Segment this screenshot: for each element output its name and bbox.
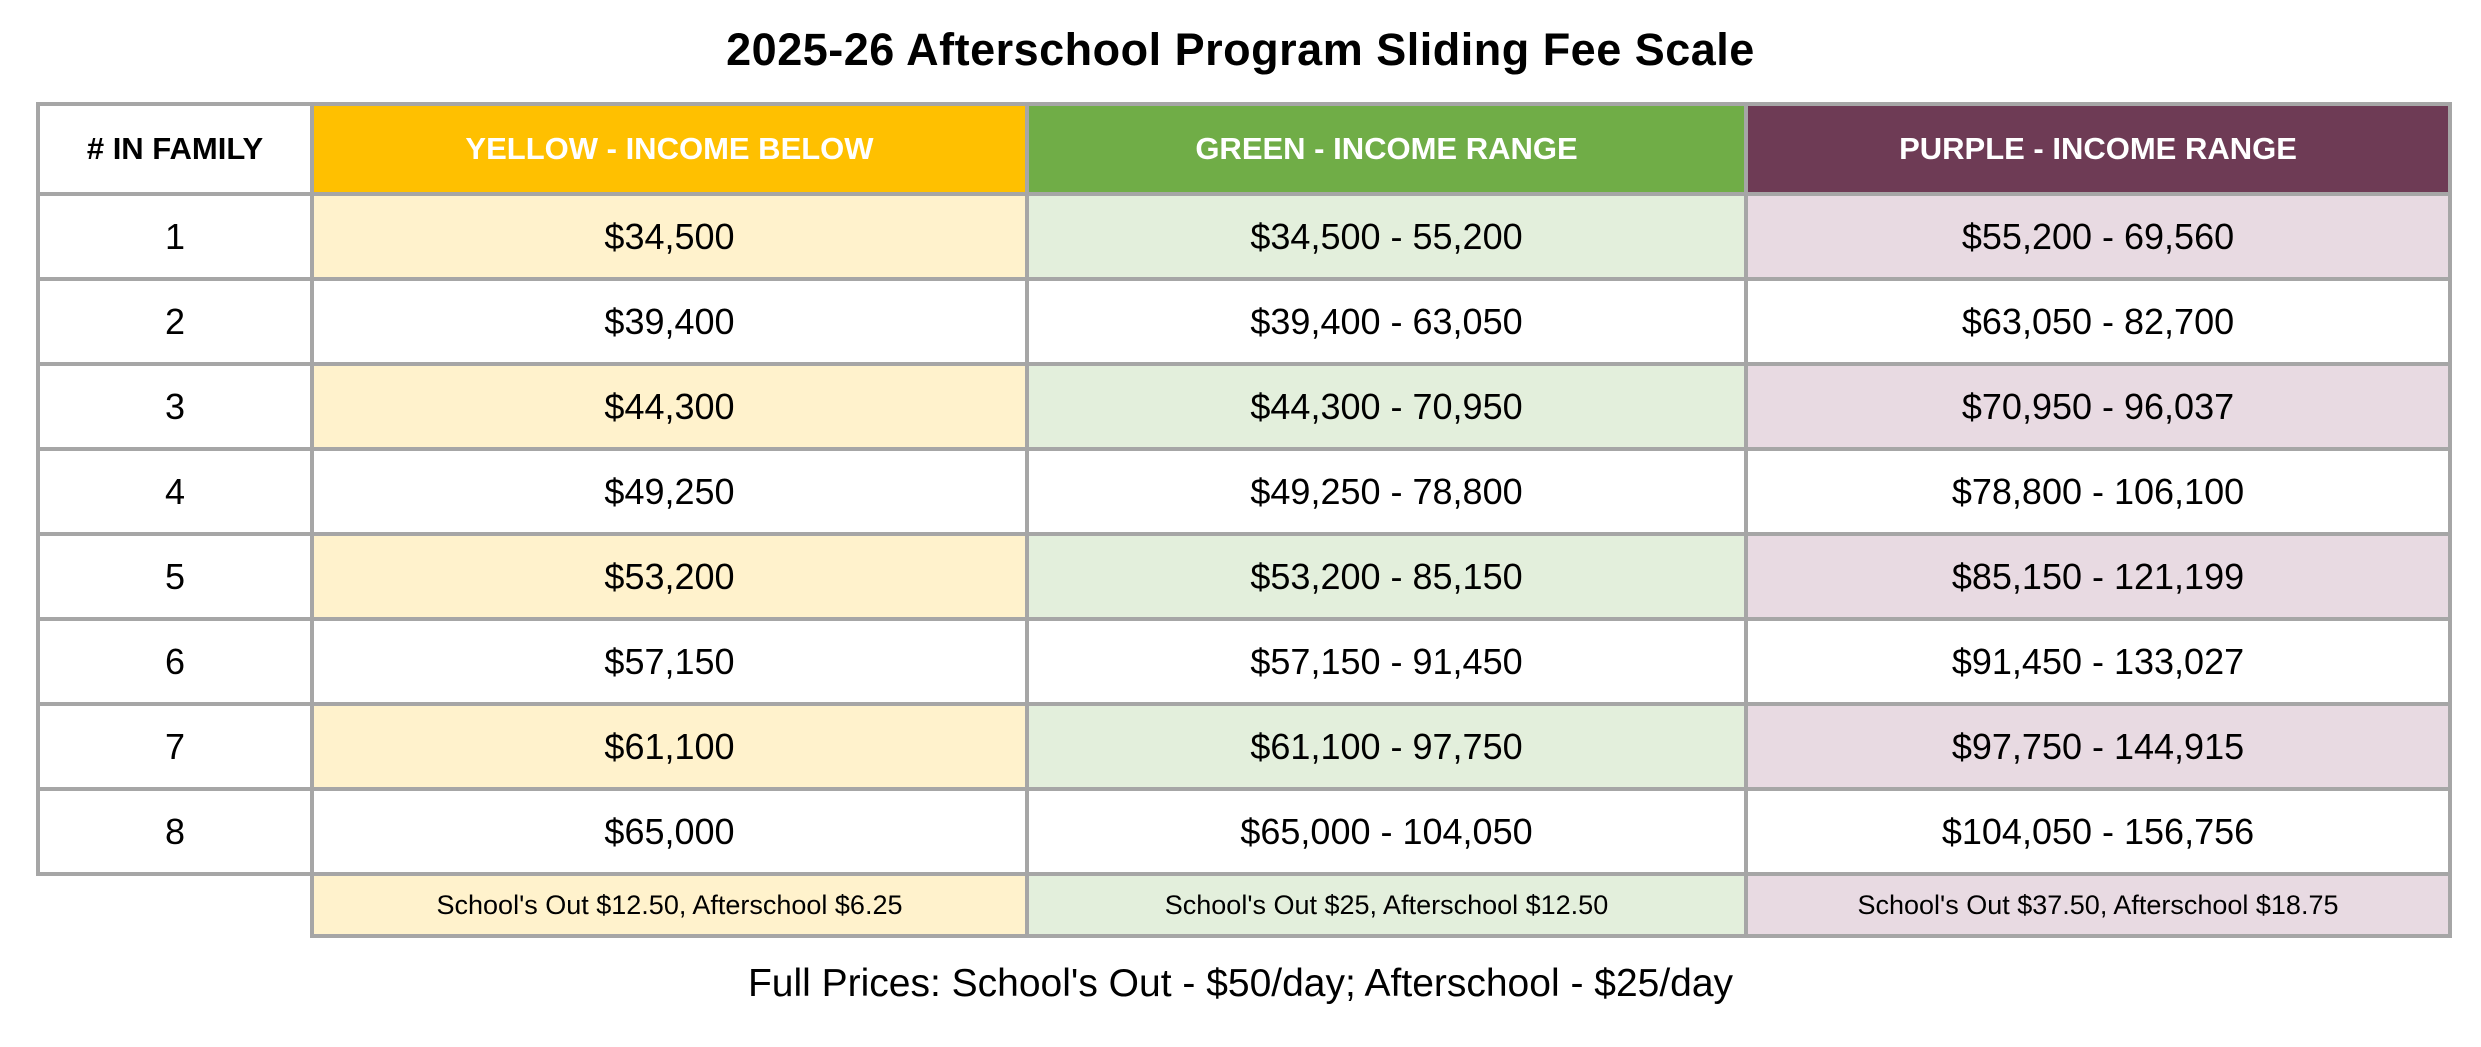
purple-income-cell: $97,750 - 144,915 — [1746, 704, 2450, 789]
yellow-income-cell: $61,100 — [312, 704, 1027, 789]
yellow-income-cell: $65,000 — [312, 789, 1027, 874]
green-income-cell: $65,000 - 104,050 — [1027, 789, 1746, 874]
header-family-size: # IN FAMILY — [38, 104, 312, 194]
empty-cell — [38, 874, 312, 936]
header-green-income-range: GREEN - INCOME RANGE — [1027, 104, 1746, 194]
yellow-income-cell: $39,400 — [312, 279, 1027, 364]
family-size-cell: 5 — [38, 534, 312, 619]
green-daily-rates-cell: School's Out $25, Afterschool $12.50 — [1027, 874, 1746, 936]
green-income-cell: $34,500 - 55,200 — [1027, 194, 1746, 279]
purple-daily-rates-cell: School's Out $37.50, Afterschool $18.75 — [1746, 874, 2450, 936]
purple-income-cell: $91,450 - 133,027 — [1746, 619, 2450, 704]
green-income-cell: $49,250 - 78,800 — [1027, 449, 1746, 534]
table-row — [38, 364, 2450, 449]
family-size-cell: 2 — [38, 279, 312, 364]
full-prices-caption: Full Prices: School's Out - $50/day; Afterschool - $25/day — [747, 962, 1734, 1005]
table-row — [38, 194, 2450, 279]
page-title: 2025-26 Afterschool Program Sliding Fee Scale — [726, 24, 1755, 75]
green-income-cell: $61,100 - 97,750 — [1027, 704, 1746, 789]
green-income-cell: $39,400 - 63,050 — [1027, 279, 1746, 364]
header-purple-income-range: PURPLE - INCOME RANGE — [1746, 104, 2450, 194]
green-income-cell: $44,300 - 70,950 — [1027, 364, 1746, 449]
table-row — [38, 619, 2450, 704]
yellow-daily-rates-cell: School's Out $12.50, Afterschool $6.25 — [312, 874, 1027, 936]
yellow-income-cell: $53,200 — [312, 534, 1027, 619]
purple-income-cell: $78,800 - 106,100 — [1746, 449, 2450, 534]
table-row — [38, 704, 2450, 789]
table-row — [38, 279, 2450, 364]
green-income-cell: $57,150 - 91,450 — [1027, 619, 1746, 704]
purple-income-cell: $55,200 - 69,560 — [1746, 194, 2450, 279]
family-size-cell: 4 — [38, 449, 312, 534]
family-size-cell: 8 — [38, 789, 312, 874]
purple-income-cell: $70,950 - 96,037 — [1746, 364, 2450, 449]
header-yellow-income-below: YELLOW - INCOME BELOW — [312, 104, 1027, 194]
family-size-cell: 7 — [38, 704, 312, 789]
table-row — [38, 449, 2450, 534]
family-size-cell: 6 — [38, 619, 312, 704]
daily-rates-row — [38, 874, 2450, 936]
table-header-row — [38, 104, 2450, 194]
family-size-cell: 1 — [38, 194, 312, 279]
yellow-income-cell: $57,150 — [312, 619, 1027, 704]
purple-income-cell: $85,150 - 121,199 — [1746, 534, 2450, 619]
fee-scale-table — [36, 102, 2452, 938]
purple-income-cell: $63,050 - 82,700 — [1746, 279, 2450, 364]
green-income-cell: $53,200 - 85,150 — [1027, 534, 1746, 619]
yellow-income-cell: $49,250 — [312, 449, 1027, 534]
yellow-income-cell: $34,500 — [312, 194, 1027, 279]
family-size-cell: 3 — [38, 364, 312, 449]
table-row — [38, 789, 2450, 874]
table-row — [38, 534, 2450, 619]
purple-income-cell: $104,050 - 156,756 — [1746, 789, 2450, 874]
yellow-income-cell: $44,300 — [312, 364, 1027, 449]
